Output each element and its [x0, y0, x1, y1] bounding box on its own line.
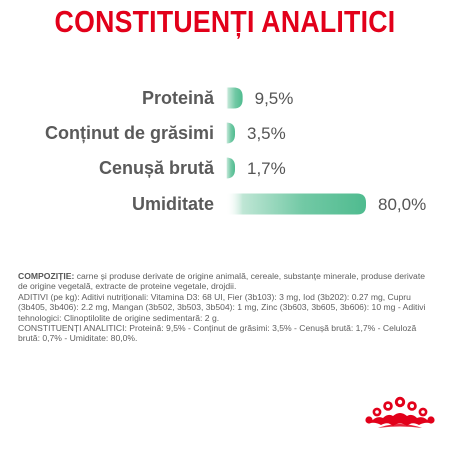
value-label: 3,5% — [247, 124, 286, 143]
category-label: Cenușă brută — [98, 158, 214, 178]
value-label: 80,0% — [378, 195, 427, 214]
composition-ingredients: carne și produse derivate de origine animală, cereale, substanțe minerale, produse derivate de origine vegetală, extracte de proteine vegetale, drojdii. — [18, 271, 425, 292]
bar — [226, 88, 243, 109]
value-label: 1,7% — [247, 159, 286, 178]
category-label: Umiditate — [131, 194, 214, 214]
value-label: 9,5% — [254, 89, 294, 108]
page-title: CONSTITUENȚI ANALITICI — [54, 4, 396, 39]
bar — [226, 123, 235, 144]
crown-logo-icon — [364, 393, 436, 437]
constituents-paragraph: CONSTITUENȚI ANALITICI: Proteină: 9,5% - Conținut de grăsimi: 3,5% - Cenușă brută: 1,7% - Celuloză brută: 0,7% - Umiditate: 80,0%. — [18, 323, 417, 344]
bar — [226, 194, 366, 215]
composition-paragraph — [18, 271, 432, 292]
category-label: Proteină — [141, 88, 214, 108]
bar — [226, 158, 235, 179]
additives-paragraph: ADITIVI (pe kg): Aditivi nutriționali: Vitamina D3: 68 UI, Fier (3b103): 3 mg, Iod (3b202): 0.27 mg, Cupru (3b405, 3b406): 2.2 mg, Mangan (3b502, 3b503, 3b504): 1 mg, Zinc (3b603, 3b605, 3b606): 10 mg - Aditivi tehnologici: Clinoptilolite de origine sedimentară: 2 g. — [18, 291, 426, 323]
category-label: Conținut de grăsimi — [44, 123, 214, 143]
composition-heading: COMPOZIȚIE: — [18, 271, 75, 281]
composition-text — [18, 271, 432, 344]
